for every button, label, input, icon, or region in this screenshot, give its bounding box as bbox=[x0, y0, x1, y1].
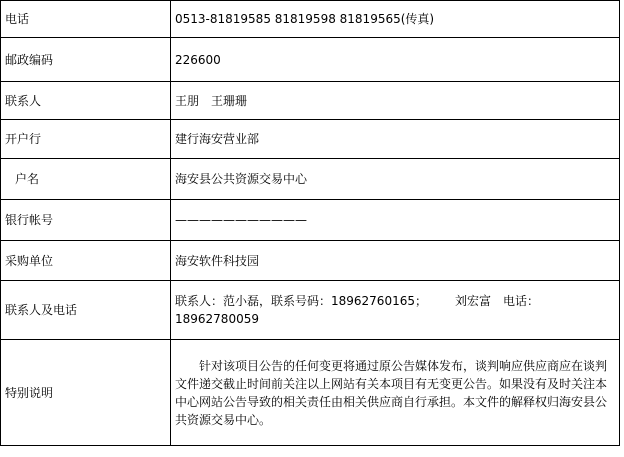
table-row bbox=[1, 281, 620, 340]
row-label-account-number: 银行帐号 bbox=[1, 200, 171, 241]
table-row bbox=[1, 159, 620, 200]
row-value-purchaser: 海安软件科技园 bbox=[171, 241, 620, 281]
row-value-contact: 王朋 王珊珊 bbox=[171, 82, 620, 120]
contact-primary: 联系人：范小磊，联系号码：18962760165； bbox=[175, 294, 427, 308]
contact-secondary: 刘宏富 电话： bbox=[454, 294, 539, 308]
row-value-postcode: 226600 bbox=[171, 38, 620, 82]
row-value-account-number: ——————————— bbox=[171, 200, 620, 241]
row-value-purchaser-contact bbox=[171, 281, 620, 340]
row-label-special-notes: 特别说明 bbox=[1, 340, 171, 446]
row-value-bank: 建行海安营业部 bbox=[171, 120, 620, 159]
row-label-purchaser-contact: 联系人及电话 bbox=[1, 281, 171, 340]
row-value-special-notes bbox=[171, 340, 620, 446]
table-row bbox=[1, 82, 620, 120]
table-row bbox=[1, 38, 620, 82]
table-row bbox=[1, 340, 620, 446]
row-label-bank: 开户行 bbox=[1, 120, 171, 159]
row-value-phone: 0513-81819585 81819598 81819565(传真) bbox=[171, 1, 620, 38]
contact-line-2: 18962780059 bbox=[175, 312, 259, 326]
table-row bbox=[1, 120, 620, 159]
contact-line-1 bbox=[175, 292, 615, 310]
table-row bbox=[1, 200, 620, 241]
row-label-postcode: 邮政编码 bbox=[1, 38, 171, 82]
special-notes-text: 针对该项目公告的任何变更将通过原公告媒体发布，谈判响应供应商应在谈判文件递交截止时间前关注以上网站有关本项目有无变更公告。如果没有及时关注本中心网站公告导致的相关责任由相关供应商自行承担。本文件的解释权归海安县公共资源交易中心。 bbox=[175, 358, 608, 427]
table-row bbox=[1, 241, 620, 281]
row-label-phone: 电话 bbox=[1, 1, 171, 38]
row-value-account-name: 海安县公共资源交易中心 bbox=[171, 159, 620, 200]
row-label-account-name: 户名 bbox=[1, 159, 171, 200]
row-label-contact: 联系人 bbox=[1, 82, 171, 120]
row-label-purchaser: 采购单位 bbox=[1, 241, 171, 281]
table-row bbox=[1, 1, 620, 38]
